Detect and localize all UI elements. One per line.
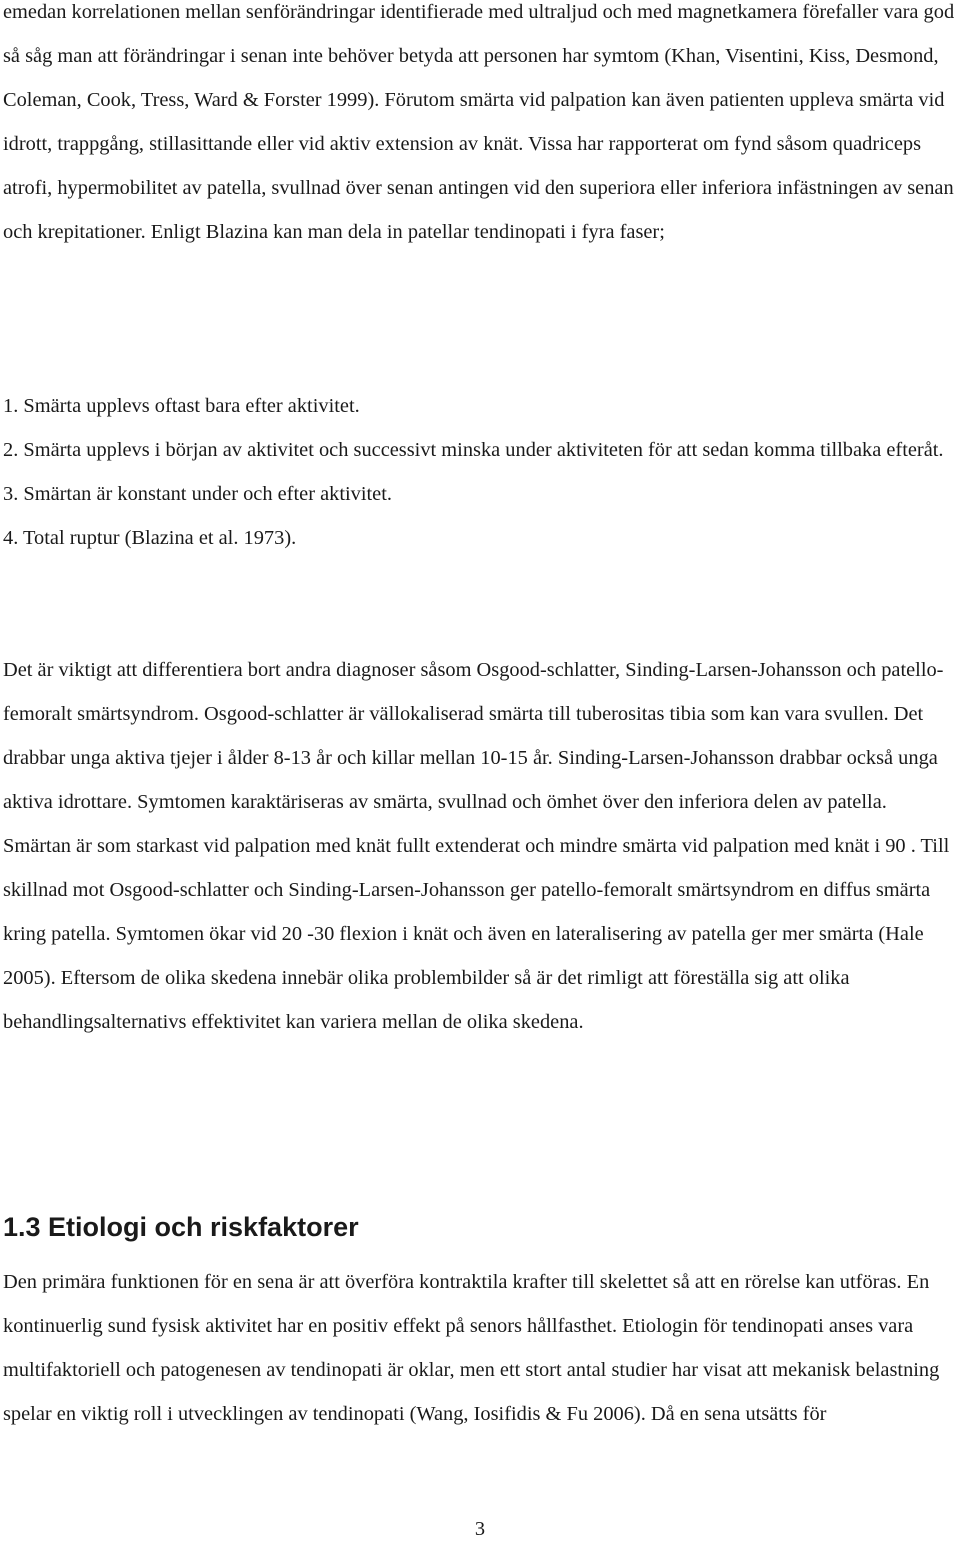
paragraph-differential-diagnosis: Det är viktigt att differentiera bort andra diagnoser såsom Osgood-schlatter, Sinding-Larsen-Johansson och patello-femoralt smärtsyndrom. Osgood-schlatter är vällokaliserad smärta till tuberositas tibia som kan vara svullen. Det drabbar unga aktiva tjejer i ålder 8-13 år och killar mellan 10-15 år. Sinding-Larsen-Johansson drabbar också unga aktiva idrottare. Symtomen karaktäriseras av smärta, svullnad och ömhet över den inferiora delen av patella. Smärtan är som starkast vid palpation med knät fullt extenderat och mindre smärta vid palpation med knät i 90 . Till skillnad mot Osgood-schlatter och Sinding-Larsen-Johansson ger patello-femoralt smärtsyndrom en diffus smärta kring patella. Symtomen ökar vid 20 -30 flexion i knät och även en lateralisering av patella ger mer smärta (Hale 2005). Eftersom de olika skedena innebär olika problembilder så är det rimligt att föreställa sig att olika behandlingsalternativs effektivitet kan variera mellan de olika skedena.: [3, 659, 950, 1033]
phase-item-3: 3. Smärtan är konstant under och efter aktivitet.: [3, 483, 392, 505]
phase-item-4: 4. Total ruptur (Blazina et al. 1973).: [3, 527, 297, 549]
phase-item-2: 2. Smärta upplevs i början av aktivitet och successivt minska under aktiviteten för att sedan komma tillbaka efteråt.: [3, 439, 944, 461]
page-number: 3: [474, 1518, 486, 1540]
phase-list: [3, 384, 955, 560]
phase-item-1: 1. Smärta upplevs oftast bara efter aktivitet.: [3, 395, 360, 417]
section-heading: 1.3 Etiologi och riskfaktorer: [3, 1212, 359, 1242]
paragraph-etiology: Den primära funktionen för en sena är att överföra kontraktila krafter till skelettet så att en rörelse kan utföras. En kontinuerlig sund fysisk aktivitet har en positiv effekt på senors hållfasthet. Etiologin för tendinopati anses vara multifaktoriell och patogenesen av tendinopati är oklar, men ett stort antal studier har visat att mekanisk belastning spelar en viktig roll i utvecklingen av tendinopati (Wang, Iosifidis & Fu 2006). Då en sena utsätts för: [3, 1271, 940, 1425]
paragraph-tendinopathy-symptoms: emedan korrelationen mellan senförändringar identifierade med ultraljud och med magnetkamera förefaller vara god så såg man att förändringar i senan inte behöver betyda att personen har symtom (Khan, Visentini, Kiss, Desmond, Coleman, Cook, Tress, Ward & Forster 1999). Förutom smärta vid palpation kan även patienten uppleva smärta vid idrott, trappgång, stillasittande eller vid aktiv extension av knät. Vissa har rapporterat om fynd såsom quadriceps atrofi, hypermobilitet av patella, svullnad över senan antingen vid den superiora eller inferiora infästningen av senan och krepitationer. Enligt Blazina kan man dela in patellar tendinopati i fyra faser;: [3, 1, 955, 243]
